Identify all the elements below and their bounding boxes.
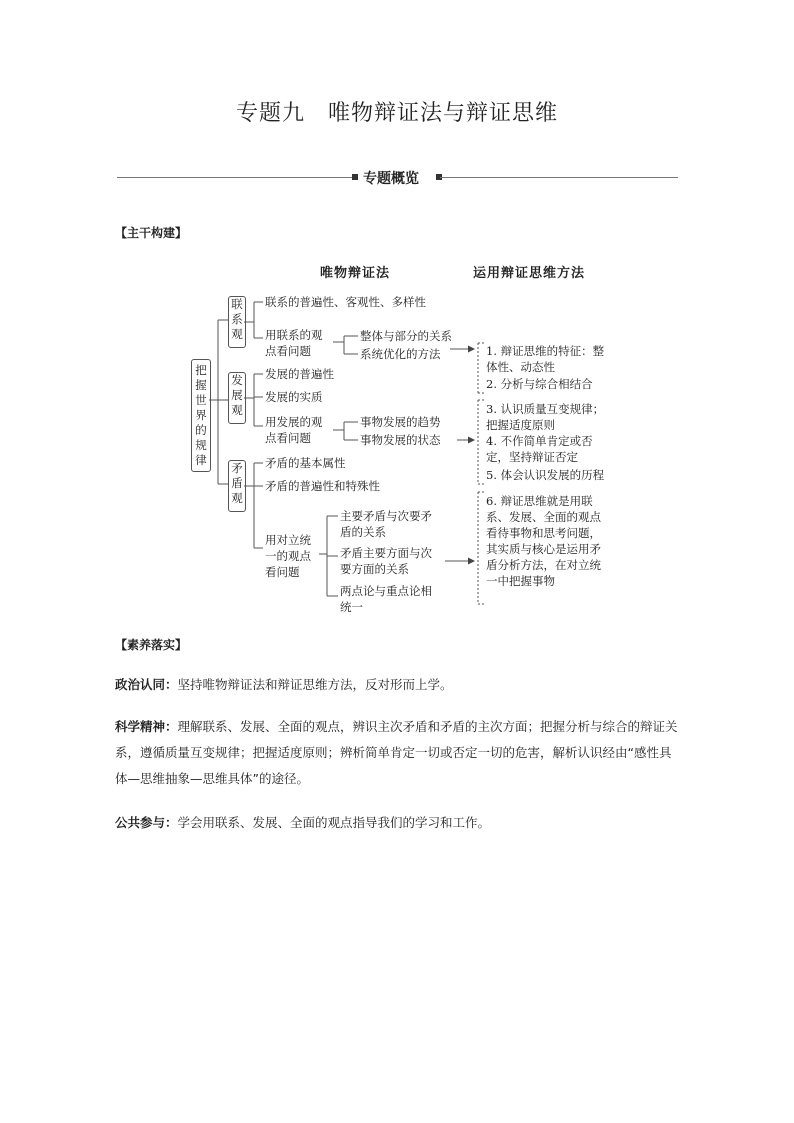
literacy-body: 理解联系、发展、全面的观点，辨识主次矛盾和矛盾的主次方面；把握分析与综合的辩证关系，遵循质量互变规律；把握适度原则；辨析简单肯定一切或否定一切的危害，解析认识经由“感性具体—思维抽象—思维具体”的途径。 bbox=[115, 719, 678, 786]
group-box-development: 发展观 bbox=[228, 372, 246, 424]
contradiction-subitem: 主要矛盾与次要矛盾的关系 bbox=[340, 509, 432, 539]
contradiction-item: 用对立统一的观点看问题 bbox=[265, 533, 311, 579]
literacy-head: 政治认同： bbox=[115, 677, 178, 692]
method-item: 4. 不作简单肯定或否定，坚持辩证否定 bbox=[486, 434, 593, 464]
main-structure-label: 【主干构建】 bbox=[115, 226, 188, 240]
method-item: 2. 分析与综合相结合 bbox=[486, 377, 593, 391]
development-subitem: 事物发展的趋势 bbox=[360, 415, 441, 429]
literacy-label: 【素养落实】 bbox=[115, 638, 188, 652]
literacy-paragraph bbox=[115, 810, 680, 836]
connection-item: 联系的普遍性、客观性、多样性 bbox=[265, 295, 426, 309]
group-box-contradiction: 矛盾观 bbox=[228, 460, 246, 512]
contradiction-subitem: 两点论与重点论相统一 bbox=[340, 584, 432, 614]
connection-item: 用联系的观点看问题 bbox=[265, 328, 323, 358]
method-item: 3. 认识质量互变规律；把握适度原则 bbox=[486, 402, 605, 432]
page-title: 专题九 唯物辩证法与辩证思维 bbox=[235, 101, 558, 126]
connection-subitem: 系统优化的方法 bbox=[360, 347, 441, 361]
root-node: 把握世界的规律 bbox=[191, 359, 211, 472]
column-header-left: 唯物辩证法 bbox=[320, 266, 391, 281]
group-box-connection: 联系观 bbox=[228, 296, 246, 348]
method-item: 1. 辩证思维的特征：整体性、动态性 bbox=[486, 344, 605, 374]
contradiction-item: 矛盾的普遍性和特殊性 bbox=[265, 479, 380, 493]
literacy-paragraph bbox=[115, 714, 680, 792]
literacy-body: 学会用联系、发展、全面的观点指导我们的学习和工作。 bbox=[177, 815, 491, 830]
development-item: 用发展的观点看问题 bbox=[265, 415, 323, 445]
development-subitem: 事物发展的状态 bbox=[360, 433, 441, 447]
contradiction-item: 矛盾的基本属性 bbox=[265, 456, 346, 470]
column-header-right: 运用辩证思维方法 bbox=[473, 266, 586, 281]
literacy-body: 坚持唯物辩证法和辩证思维方法，反对形而上学。 bbox=[177, 677, 453, 692]
overview-heading: 专题概览 bbox=[363, 171, 419, 187]
connection-subitem: 整体与部分的关系 bbox=[360, 329, 452, 343]
method-item: 5. 体会认识发展的历程 bbox=[486, 468, 605, 482]
literacy-head: 科学精神： bbox=[115, 719, 178, 734]
literacy-head: 公共参与： bbox=[115, 815, 178, 830]
contradiction-subitem: 矛盾主要方面与次要方面的关系 bbox=[340, 546, 432, 576]
development-item: 发展的实质 bbox=[265, 390, 323, 404]
literacy-paragraph bbox=[115, 672, 680, 698]
method-item: 6. 辩证思维就是用联系、发展、全面的观点看待事物和思考问题，其实质与核心是运用矛盾分析方法，在对立统一中把握事物 bbox=[486, 494, 601, 588]
development-item: 发展的普遍性 bbox=[265, 367, 334, 381]
